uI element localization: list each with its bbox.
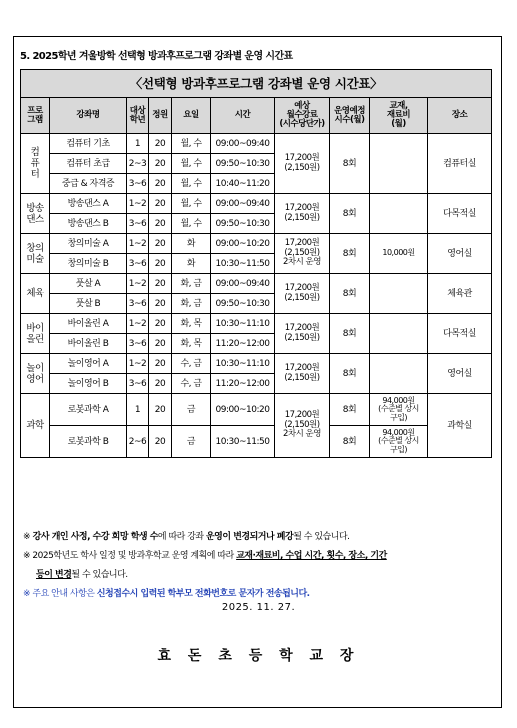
- cell-course: 방송댄스 A: [50, 194, 127, 214]
- cell-course: 놀이영어 B: [50, 374, 127, 394]
- cell-time: 10:40~11:20: [211, 174, 275, 194]
- cell-capacity: 20: [149, 154, 172, 174]
- document-date: 2025. 11. 27.: [221, 602, 296, 613]
- cell-time: 10:30~11:50: [211, 426, 275, 458]
- table-row: [21, 394, 492, 426]
- col-header-place: 장소: [428, 98, 492, 134]
- cell-capacity: 20: [149, 234, 172, 254]
- cell-place: 다목적실: [428, 194, 492, 234]
- cell-materials: [370, 134, 428, 194]
- cell-capacity: 20: [149, 254, 172, 274]
- note-1: ※ 강사 개인 사정, 수강 희망 학생 수에 따라 강좌 운영이 변경되거나 폐강될 수 있습니다.: [23, 532, 350, 542]
- cell-course: 바이올린 B: [50, 334, 127, 354]
- table-row: [21, 314, 492, 334]
- col-header-fee: 예상 월수강료 (시수당단가): [275, 98, 330, 134]
- cell-grade: 3~6: [127, 174, 149, 194]
- cell-materials: [370, 354, 428, 394]
- col-header-time: 시간: [211, 98, 275, 134]
- cell-course: 창의미술 A: [50, 234, 127, 254]
- cell-materials: 94,000원 (수준별 상시 구입): [370, 394, 428, 426]
- cell-fee: 17,200원 (2,150원): [275, 314, 330, 354]
- cell-time: 09:50~10:30: [211, 154, 275, 174]
- cell-capacity: 20: [149, 374, 172, 394]
- cell-capacity: 20: [149, 214, 172, 234]
- cell-course: 바이올린 A: [50, 314, 127, 334]
- cell-hours: 8회: [330, 426, 370, 458]
- cell-grade: 2~3: [127, 154, 149, 174]
- cell-day: 화: [172, 234, 211, 254]
- cell-grade: 2~6: [127, 426, 149, 458]
- cell-materials: 94,000원 (수준별 상시 구입): [370, 426, 428, 458]
- cell-hours: 8회: [330, 134, 370, 194]
- cell-grade: 3~6: [127, 334, 149, 354]
- cell-fee: 17,200원 (2,150원) 2차시 운영: [275, 394, 330, 458]
- table-row: [21, 194, 492, 214]
- cell-time: 10:30~11:10: [211, 314, 275, 334]
- cell-program: 과학: [21, 394, 50, 458]
- cell-materials: 10,000원: [370, 234, 428, 274]
- cell-course: 풋살 A: [50, 274, 127, 294]
- cell-capacity: 20: [149, 394, 172, 426]
- cell-place: 영어실: [428, 354, 492, 394]
- cell-fee: 17,200원 (2,150원): [275, 134, 330, 194]
- cell-day: 월, 수: [172, 174, 211, 194]
- note-3: ※ 주요 안내 사항은 신청접수시 입력된 학부모 전화번호로 문자가 전송됩니다.: [23, 589, 310, 599]
- cell-hours: 8회: [330, 314, 370, 354]
- table-title: 〈선택형 방과후프로그램 강좌별 운영 시간표〉: [21, 70, 492, 98]
- cell-grade: 1~2: [127, 194, 149, 214]
- cell-day: 월, 수: [172, 134, 211, 154]
- table-row: [21, 274, 492, 294]
- cell-time: 09:00~09:40: [211, 274, 275, 294]
- cell-day: 화, 금: [172, 274, 211, 294]
- cell-day: 수, 금: [172, 374, 211, 394]
- note-2: ※ 2025학년도 학사 일정 및 방과후학교 운영 계획에 따라 교재·재료비, 수업 시간, 횟수, 장소, 기간 등이 변경될 수 있습니다.: [23, 551, 387, 580]
- schedule-table: [20, 69, 492, 458]
- cell-time: 09:50~10:30: [211, 214, 275, 234]
- cell-time: 10:30~11:10: [211, 354, 275, 374]
- col-header-course: 강좌명: [50, 98, 127, 134]
- col-header-capacity: 정원: [149, 98, 172, 134]
- cell-day: 화, 금: [172, 294, 211, 314]
- cell-capacity: 20: [149, 354, 172, 374]
- cell-time: 11:20~12:00: [211, 334, 275, 354]
- cell-grade: 1~2: [127, 234, 149, 254]
- cell-capacity: 20: [149, 194, 172, 214]
- cell-program: 창의 미술: [21, 234, 50, 274]
- table-header-row: [21, 98, 492, 134]
- cell-grade: 1~2: [127, 354, 149, 374]
- cell-fee: 17,200원 (2,150원): [275, 274, 330, 314]
- cell-program: 놀이 영어: [21, 354, 50, 394]
- section-heading: 5. 2025학년 겨울방학 선택형 방과후프로그램 강좌별 운영 시간표: [20, 51, 293, 62]
- cell-grade: 3~6: [127, 254, 149, 274]
- cell-place: 과학실: [428, 394, 492, 458]
- cell-day: 월, 수: [172, 194, 211, 214]
- cell-capacity: 20: [149, 134, 172, 154]
- col-header-program: 프로 그램: [21, 98, 50, 134]
- cell-capacity: 20: [149, 314, 172, 334]
- cell-program: 컴 퓨 터: [21, 134, 50, 194]
- cell-hours: 8회: [330, 274, 370, 314]
- col-header-materials: 교재, 재료비 (월): [370, 98, 428, 134]
- col-header-day: 요일: [172, 98, 211, 134]
- cell-course: 컴퓨터 기초: [50, 134, 127, 154]
- table-row: [21, 234, 492, 254]
- cell-time: 09:00~09:40: [211, 134, 275, 154]
- table-row: [21, 426, 492, 458]
- cell-place: 체육관: [428, 274, 492, 314]
- table-title-row: [21, 70, 492, 98]
- cell-grade: 3~6: [127, 374, 149, 394]
- cell-course: 컴퓨터 초급: [50, 154, 127, 174]
- cell-day: 월, 수: [172, 214, 211, 234]
- cell-hours: 8회: [330, 194, 370, 234]
- cell-time: 10:30~11:50: [211, 254, 275, 274]
- cell-grade: 1: [127, 134, 149, 154]
- notes-section: [23, 528, 493, 604]
- cell-day: 금: [172, 394, 211, 426]
- cell-capacity: 20: [149, 174, 172, 194]
- col-header-hours: 운영예정 시수(월): [330, 98, 370, 134]
- cell-time: 09:00~10:20: [211, 394, 275, 426]
- cell-hours: 8회: [330, 394, 370, 426]
- cell-day: 월, 수: [172, 154, 211, 174]
- cell-materials: [370, 314, 428, 354]
- cell-course: 로봇과학 B: [50, 426, 127, 458]
- cell-program: 체육: [21, 274, 50, 314]
- cell-course: 중급 & 자격증: [50, 174, 127, 194]
- col-header-grade: 대상 학년: [127, 98, 149, 134]
- cell-time: 09:50~10:30: [211, 294, 275, 314]
- cell-grade: 1~2: [127, 314, 149, 334]
- cell-place: 다목적실: [428, 314, 492, 354]
- cell-materials: [370, 194, 428, 234]
- cell-day: 화: [172, 254, 211, 274]
- cell-place: 영어실: [428, 234, 492, 274]
- cell-materials: [370, 274, 428, 314]
- cell-place: 컴퓨터실: [428, 134, 492, 194]
- cell-course: 놀이영어 A: [50, 354, 127, 374]
- cell-grade: 3~6: [127, 214, 149, 234]
- cell-capacity: 20: [149, 334, 172, 354]
- cell-grade: 3~6: [127, 294, 149, 314]
- cell-course: 로봇과학 A: [50, 394, 127, 426]
- cell-capacity: 20: [149, 274, 172, 294]
- cell-course: 방송댄스 B: [50, 214, 127, 234]
- cell-time: 09:00~10:20: [211, 234, 275, 254]
- table-row: [21, 134, 492, 154]
- cell-day: 금: [172, 426, 211, 458]
- cell-fee: 17,200원 (2,150원) 2차시 운영: [275, 234, 330, 274]
- cell-program: 바이 올린: [21, 314, 50, 354]
- cell-fee: 17,200원 (2,150원): [275, 354, 330, 394]
- cell-hours: 8회: [330, 354, 370, 394]
- cell-grade: 1: [127, 394, 149, 426]
- cell-time: 11:20~12:00: [211, 374, 275, 394]
- cell-time: 09:00~09:40: [211, 194, 275, 214]
- cell-day: 화, 목: [172, 334, 211, 354]
- cell-capacity: 20: [149, 294, 172, 314]
- cell-fee: 17,200원 (2,150원): [275, 194, 330, 234]
- cell-hours: 8회: [330, 234, 370, 274]
- cell-day: 화, 목: [172, 314, 211, 334]
- cell-capacity: 20: [149, 426, 172, 458]
- principal-signature: 효 돈 초 등 학 교 장: [157, 648, 360, 664]
- table-row: [21, 354, 492, 374]
- cell-course: 풋살 B: [50, 294, 127, 314]
- cell-program: 방송 댄스: [21, 194, 50, 234]
- cell-day: 수, 금: [172, 354, 211, 374]
- cell-course: 창의미술 B: [50, 254, 127, 274]
- cell-grade: 1~2: [127, 274, 149, 294]
